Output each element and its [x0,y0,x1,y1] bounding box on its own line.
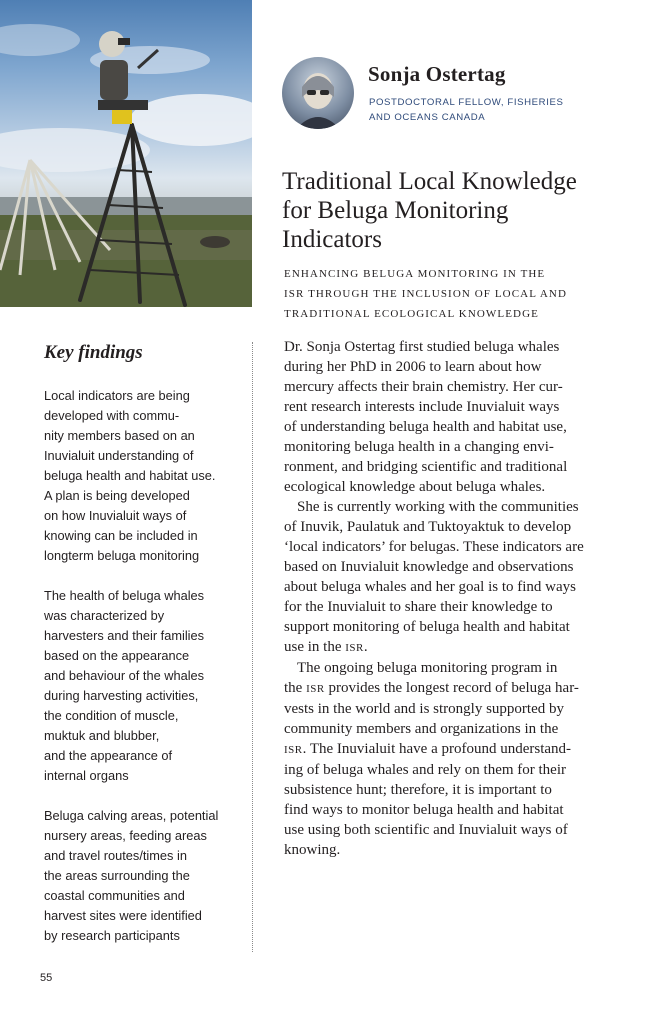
body-line: The ongoing beluga monitoring program in [297,660,558,676]
body-line: for the Inuvialuit to share their knowledge to [284,599,553,615]
body-paragraph [284,658,590,860]
key-finding-line: during harvesting activities, [44,688,199,703]
key-finding-line: nity members based on an [44,428,195,443]
key-finding-line: by research participants [44,928,180,943]
key-finding-line: Beluga calving areas, potential [44,808,219,823]
body-line: about beluga whales and her goal is to find ways [284,579,577,595]
acronym: ISR [284,744,303,756]
key-finding-line: was characterized by [44,608,165,623]
body-line: mercury affects their brain chemistry. Her cur- [284,379,563,395]
article-body [284,337,590,860]
body-line: vests in the world and is strongly supported by [284,701,564,717]
title-line: Traditional Local Knowledge [282,168,577,195]
key-finding-line: beluga health and habitat use. [44,468,216,483]
author-role [369,95,569,125]
body-line: ISR. The Inuvialuit have a profound understand- [284,741,572,757]
body-line: Dr. Sonja Ostertag first studied beluga whales [284,339,560,355]
body-line: use in the ISR. [284,639,368,655]
key-finding-line: on how Inuvialuit ways of [44,508,187,523]
body-line: rent research interests include Inuvialuit ways [284,399,560,415]
author-role-line: POSTDOCTORAL FELLOW, FISHERIES [369,97,564,108]
sidebar-divider [252,342,253,952]
body-paragraph [284,337,590,497]
acronym: ISR [306,683,325,695]
key-finding-line: The health of beluga whales [44,588,205,603]
body-line: based on Inuvialuit knowledge and observations [284,559,574,575]
key-finding-line: harvesters and their families [44,628,205,643]
body-line: monitoring beluga health in a changing envi- [284,439,554,455]
acronym: ISR [345,642,364,654]
photo-illustration [0,0,252,307]
key-finding [44,806,244,946]
body-line: subsistence hunt; therefore, it is important to [284,782,552,798]
key-finding-line: and behaviour of the whales [44,668,205,683]
author-role-line: AND OCEANS CANADA [369,112,486,123]
key-finding-line: nursery areas, feeding areas [44,828,207,843]
key-finding-line: and the appearance of [44,748,173,763]
key-finding-line: Local indicators are being [44,388,190,403]
article-subtitle [284,264,594,324]
title-line: for Beluga Monitoring [282,197,509,224]
page-number: 55 [40,972,53,984]
subtitle-line: ENHANCING BELUGA MONITORING IN THE [284,268,546,280]
key-finding-line: developed with commu- [44,408,180,423]
cover-photo [0,0,252,307]
key-finding-line: the condition of muscle, [44,708,179,723]
body-line: during her PhD in 2006 to learn about how [284,359,542,375]
key-findings-list [44,386,244,966]
key-finding-line: Inuvialuit understanding of [44,448,194,463]
key-finding-line: muktuk and blubber, [44,728,160,743]
body-line: She is currently working with the communities [297,499,579,515]
key-finding-line: and travel routes/times in [44,848,187,863]
key-finding-line: A plan is being developed [44,488,190,503]
article-title [282,167,612,254]
subtitle-line: ISR THROUGH THE INCLUSION OF LOCAL AND [284,288,567,300]
body-line: ‘local indicators’ for belugas. These indicators are [284,539,584,555]
key-finding [44,386,244,566]
subtitle-line: TRADITIONAL ECOLOGICAL KNOWLEDGE [284,308,539,320]
body-line: of Inuvik, Paulatuk and Tuktoyaktuk to develop [284,519,572,535]
author-portrait [282,57,354,129]
body-line: of understanding beluga health and habitat use, [284,419,567,435]
key-finding-line: the areas surrounding the [44,868,190,883]
body-paragraph [284,497,590,658]
body-line: use using both scientific and Inuvialuit ways of [284,822,568,838]
key-finding-line: harvest sites were identified [44,908,202,923]
body-line: support monitoring of beluga health and habitat [284,619,570,635]
key-finding-line: knowing can be included in [44,528,198,543]
author-name: Sonja Ostertag [368,62,506,86]
body-line: the ISR provides the longest record of beluga har- [284,680,579,696]
key-finding-line: based on the appearance [44,648,190,663]
body-line: knowing. [284,842,341,858]
key-findings-heading: Key findings [44,342,143,363]
author-avatar [282,57,354,129]
key-finding-line: longterm beluga monitoring [44,548,200,563]
title-line: Indicators [282,226,382,253]
body-line: find ways to monitor beluga health and habitat [284,802,564,818]
body-line: ing of beluga whales and rely on them for their [284,762,566,778]
key-finding-line: coastal communities and [44,888,185,903]
body-line: community members and organizations in the [284,721,559,737]
key-finding [44,586,244,786]
body-line: ronment, and bridging scientific and traditional [284,459,568,475]
body-line: ecological knowledge about beluga whales. [284,479,546,495]
key-finding-line: internal organs [44,768,129,783]
